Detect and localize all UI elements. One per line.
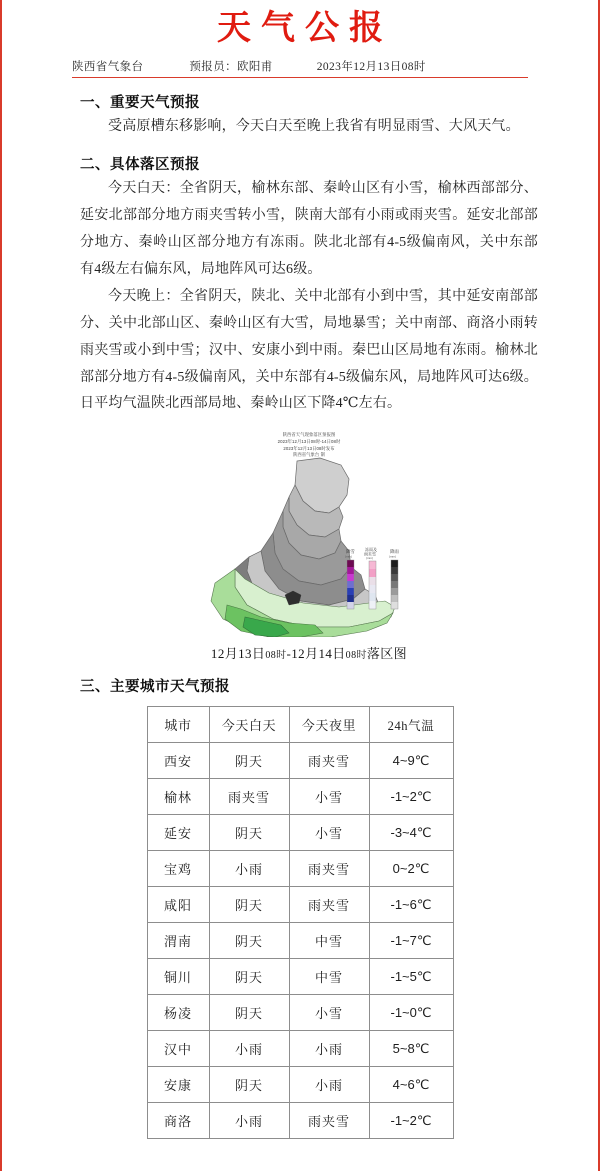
section-2-paragraph-daytime: 今天白天：全省阴天，榆林东部、秦岭山区有小雪，榆林西部部分、延安北部部分地方雨夹雪转小雪，陕南大部有小雨或雨夹雪。延安北部部分地方、秦岭山区部分地方有冻雨。陕北北部有4-5级偏南风，关中东部有4级左右偏东风，局地阵风可达6级。	[80, 181, 538, 277]
cell-city: 西安	[147, 743, 209, 779]
table-row	[147, 923, 453, 959]
table-row	[147, 851, 453, 887]
cell-night: 中雪	[289, 923, 369, 959]
cell-temp: 0~2℃	[369, 851, 453, 887]
issue-line	[72, 58, 528, 78]
page-title: 天气公报	[217, 10, 393, 47]
table-row	[147, 779, 453, 815]
svg-text:降雪: 降雪	[346, 549, 355, 555]
svg-text:(mm): (mm)	[389, 554, 396, 559]
cell-temp: -3~4℃	[369, 815, 453, 851]
table-row	[147, 743, 453, 779]
city-forecast-table-zone	[0, 706, 600, 1139]
forecast-map-figure	[80, 432, 538, 662]
city-forecast-table-body	[147, 743, 453, 1139]
cell-night: 小雪	[289, 779, 369, 815]
table-row	[147, 1031, 453, 1067]
table-row	[147, 1067, 453, 1103]
caption-time-start: 08时	[265, 650, 287, 662]
map-header-line-3: 2023年12月13日08时发布	[283, 445, 335, 451]
table-row	[147, 887, 453, 923]
cell-temp: 4~6℃	[369, 1067, 453, 1103]
shaanxi-province-map	[189, 455, 429, 637]
cell-night: 雨夹雪	[289, 743, 369, 779]
map-legend	[345, 546, 399, 609]
cell-day: 小雨	[209, 1103, 289, 1139]
cell-day: 阴天	[209, 1067, 289, 1103]
cell-night: 雨夹雪	[289, 887, 369, 923]
cell-night: 小雪	[289, 995, 369, 1031]
map-header-line-1: 陕西省天气现象落区预报图	[282, 432, 336, 438]
caption-date-end: 12月14日	[291, 646, 346, 662]
cell-day: 阴天	[209, 887, 289, 923]
svg-text:(mm): (mm)	[366, 556, 373, 561]
cell-day: 小雨	[209, 851, 289, 887]
city-forecast-table	[147, 706, 454, 1139]
cell-night: 小雪	[289, 815, 369, 851]
cell-city: 铜川	[147, 959, 209, 995]
column-header-temp: 24h气温	[369, 707, 453, 743]
svg-text:雨夹雪: 雨夹雪	[364, 551, 376, 557]
cell-temp: -1~5℃	[369, 959, 453, 995]
cell-temp: -1~0℃	[369, 995, 453, 1031]
cell-day: 小雨	[209, 1031, 289, 1067]
cell-temp: 5~8℃	[369, 1031, 453, 1067]
cell-temp: -1~6℃	[369, 887, 453, 923]
table-row	[147, 1103, 453, 1139]
cell-day: 阴天	[209, 815, 289, 851]
caption-suffix: 落区图	[366, 646, 408, 662]
cell-night: 小雨	[289, 1067, 369, 1103]
column-header-day: 今天白天	[209, 707, 289, 743]
cell-day: 雨夹雪	[209, 779, 289, 815]
cell-night: 中雪	[289, 959, 369, 995]
page-tail-space	[0, 1139, 600, 1149]
page-left-rule	[0, 0, 2, 1171]
masthead	[0, 0, 600, 51]
issue-datetime: 2023年12月13日08时	[316, 60, 426, 73]
map-figure-caption	[80, 643, 538, 662]
table-header-row	[147, 707, 453, 743]
cell-city: 延安	[147, 815, 209, 851]
cell-city: 宝鸡	[147, 851, 209, 887]
table-row	[147, 959, 453, 995]
caption-time-end: 08时	[345, 650, 367, 662]
map-header-line-2: 2023年12月13日08时-14日08时	[277, 438, 341, 444]
cell-day: 阴天	[209, 959, 289, 995]
cell-day: 阴天	[209, 995, 289, 1031]
cell-temp: -1~2℃	[369, 779, 453, 815]
cell-city: 榆林	[147, 779, 209, 815]
section-2-paragraph-night: 今天晚上：全省阴天，陕北、关中北部有小到中雪，其中延安南部部分、关中北部山区、秦岭山区有大雪，局地暴雪；关中南部、商洛小雨转雨夹雪或小到中雪；汉中、安康小到中雨。秦巴山区局地有冻雨。榆林北部部分地方有4-5级偏南风，关中东部有4-5级偏东风，局地阵风可达6级。日平均气温陕北西部局地、秦岭山区下降4℃左右。	[80, 288, 538, 412]
section-heading-area-forecast: 二、具体落区预报	[80, 157, 200, 174]
cell-city: 渭南	[147, 923, 209, 959]
cell-night: 雨夹雪	[289, 1103, 369, 1139]
cell-day: 阴天	[209, 743, 289, 779]
cell-day: 阴天	[209, 923, 289, 959]
section-heading-important-forecast: 一、重要天气预报	[80, 94, 200, 111]
map-header-line-4: 陕西省气象台 制	[292, 452, 326, 458]
caption-date-start: 12月13日	[210, 646, 266, 662]
map-region-north	[283, 458, 349, 559]
forecaster-label: 预报员：欧阳甫	[189, 60, 273, 73]
svg-text:(mm): (mm)	[345, 554, 352, 559]
legend-rain	[389, 548, 399, 609]
section-heading-city-forecast: 三、主要城市天气预报	[80, 679, 230, 696]
caption-dash: -	[286, 646, 292, 662]
cell-city: 安康	[147, 1067, 209, 1103]
map-container	[189, 432, 429, 637]
column-header-night: 今天夜里	[289, 707, 369, 743]
section-1-paragraph-1: 受高原槽东移影响，今天白天至晚上我省有明显雨雪、大风天气。	[108, 118, 520, 134]
cell-temp: -1~2℃	[369, 1103, 453, 1139]
table-row	[147, 995, 453, 1031]
issuing-office: 陕西省气象台	[72, 60, 144, 73]
svg-text:降雨: 降雨	[390, 549, 399, 555]
cell-night: 小雨	[289, 1031, 369, 1067]
cell-temp: -1~7℃	[369, 923, 453, 959]
svg-text:冻雨及: 冻雨及	[365, 547, 377, 553]
cell-night: 雨夹雪	[289, 851, 369, 887]
table-row	[147, 815, 453, 851]
bulletin-body	[0, 91, 600, 697]
cell-city: 汉中	[147, 1031, 209, 1067]
column-header-city: 城市	[147, 707, 209, 743]
cell-city: 商洛	[147, 1103, 209, 1139]
cell-city: 杨凌	[147, 995, 209, 1031]
cell-temp: 4~9℃	[369, 743, 453, 779]
cell-city: 咸阳	[147, 887, 209, 923]
